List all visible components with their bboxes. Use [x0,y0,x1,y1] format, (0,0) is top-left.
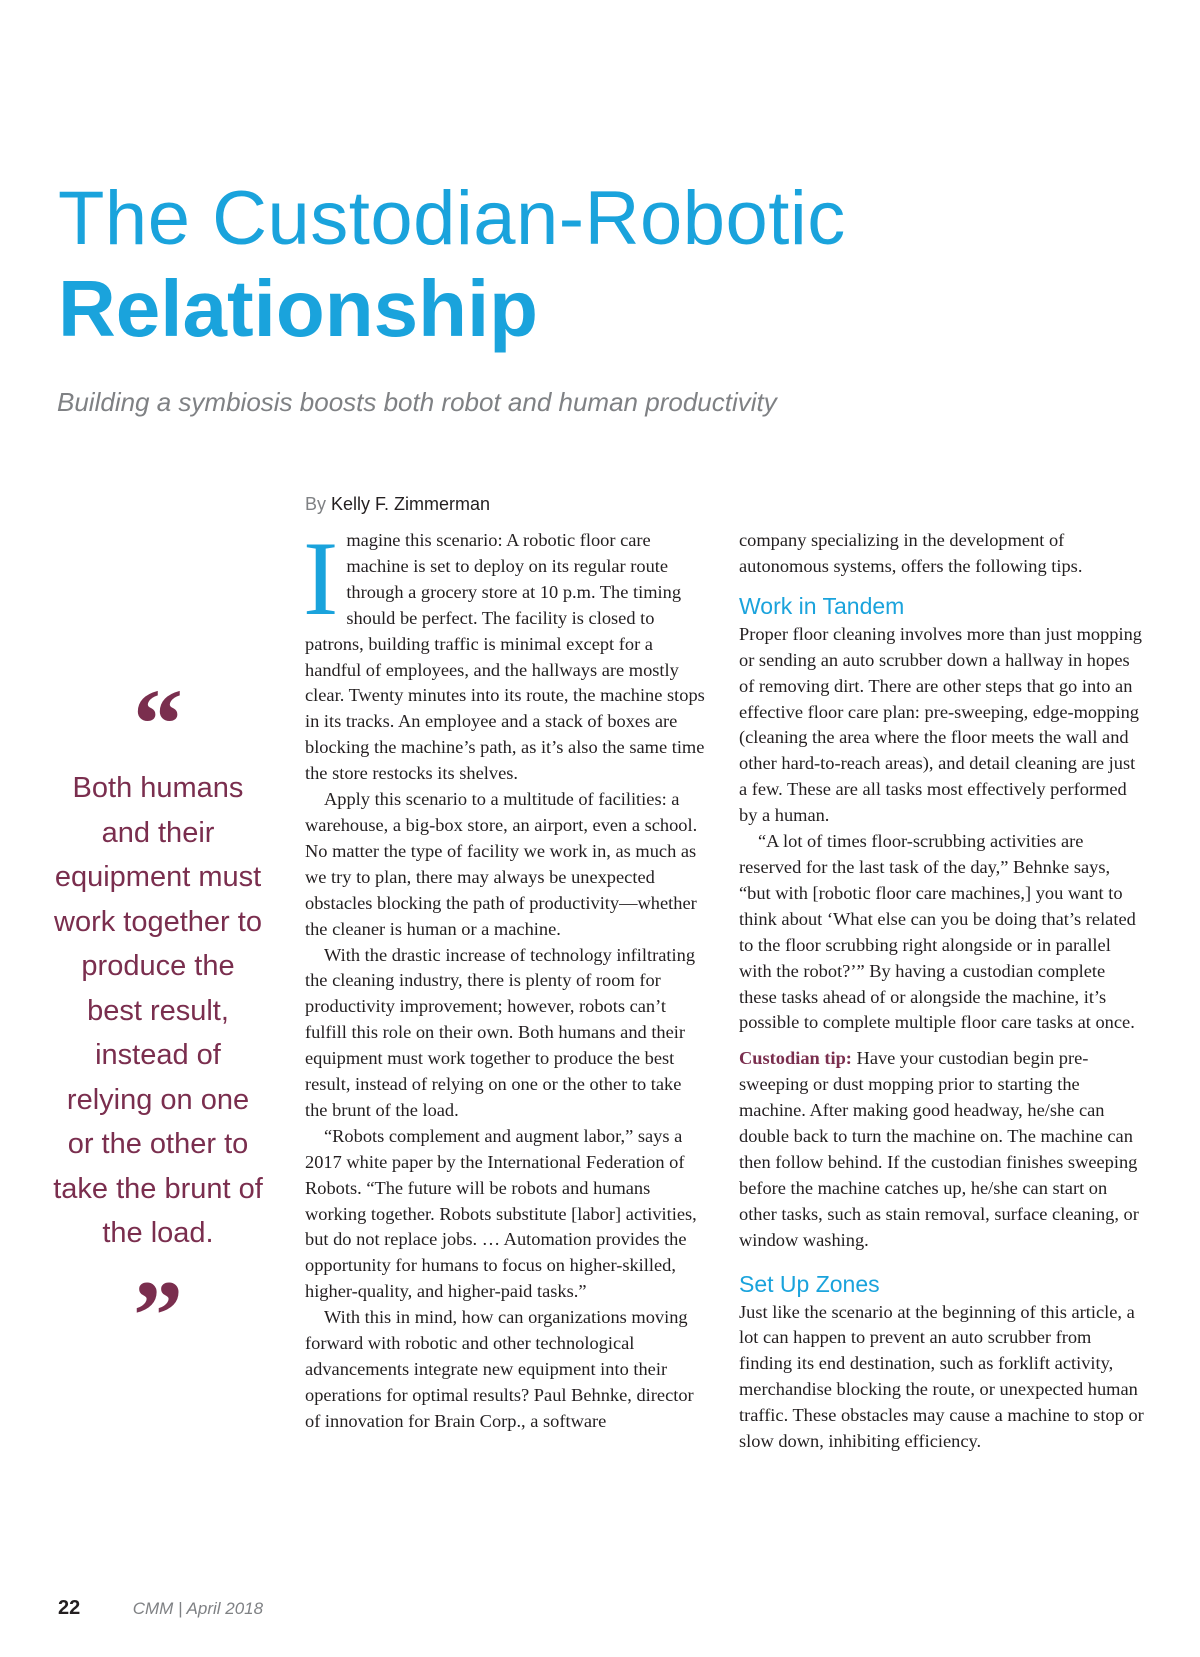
paragraph-5: With this in mind, how can organizations moving forward with robotic and other technological advancements integrate new equipment into their operations for optimal results? Paul Behnke, director of innovation for Brain Corp., a software [305,1307,694,1431]
custodian-tip [739,1046,1144,1253]
drop-cap: I [303,520,339,637]
tip-text: Have your custodian begin pre-sweeping or dust mopping prior to starting the machine. After making good headway, he/she can double back to turn the machine on. The machine can then follow behind. If the custodian finishes sweeping before the machine catches up, he/she can start on other tasks, such as stain removal, surface cleaning, or window washing. [739,1048,1139,1250]
page-footer [58,1597,263,1620]
author-name: Kelly F. Zimmerman [331,494,491,514]
article-column-1 [303,520,705,1435]
pull-quote [52,668,264,1371]
byline-prefix: By [305,494,327,514]
pull-quote-text: Both humans and their equipment must work together to produce the best result, instead of relying on one or the other to take the brunt of the load. [53,772,263,1249]
paragraph-1-text: magine this scenario: A robotic floor care machine is set to deploy on its regular route through a grocery store at 10 p.m. The timing should be perfect. The facility is closed to patrons, building traffic is minimal except for a handful of employees, and the hallways are mostly clear. Twenty minutes into its route, the machine stops in its tracks. An employee and a stack of boxes are blocking the machine’s path, as it’s also the same time the store restocks its shelves. [305,530,705,784]
subtitle: Building a symbiosis boosts both robot and human productivity [57,387,777,417]
close-quote-icon: ” [133,1259,183,1371]
paragraph-6: company specializing in the development of autonomous systems, offers the following tips. [739,530,1083,576]
byline [305,494,490,515]
open-quote-icon: “ [133,668,183,779]
paragraph-8: “A lot of times floor-scrubbing activities are reserved for the last task of the day,” Behnke says, “but with [robotic floor care machines,] you want to think about ‘What else can you be doing that’s related to the floor scrubbing right alongside or in parallel with the robot?’” By having a custodian complete these tasks ahead of or alongside the machine, it’s possible to complete multiple floor care tasks at once. [739,831,1136,1033]
title-line-1: The Custodian-Robotic [58,176,846,261]
subhead-set-up-zones: Set Up Zones [739,1270,880,1297]
article-column-2 [739,528,1144,1455]
page-number: 22 [58,1597,81,1619]
paragraph-7: Proper floor cleaning involves more than just mopping or sending an auto scrubber down a hallway in hopes of removing dirt. There are other steps that go into an effective floor care plan: pre-sweeping, edge-mopping (cleaning the area where the floor meets the wall and other hard-to-reach areas), and detail cleaning are just a few. These are all tasks most effectively performed by a human. [739,623,1142,826]
subhead-work-in-tandem: Work in Tandem [739,592,905,619]
paragraph-9: Just like the scenario at the beginning of this article, a lot can happen to prevent an auto scrubber from finding its end destination, such as forklift activity, merchandise blocking the route, or unexpected human traffic. These obstacles may cause a machine to stop or slow down, inhibiting efficiency. [739,1301,1144,1452]
paragraph-1 [303,520,705,787]
title-line-2: Relationship [58,264,539,353]
paragraph-4: “Robots complement and augment labor,” says a 2017 white paper by the International Federation of Robots. “The future will be robots and humans working together. Robots substitute [labor] activities, but do not replace jobs. … Automation provides the opportunity for humans to focus on higher-skilled, higher-quality, and higher-paid tasks.” [305,1125,697,1302]
publication-info: CMM | April 2018 [132,1599,264,1618]
paragraph-2: Apply this scenario to a multitude of facilities: a warehouse, a big-box store, an airport, even a school. No matter the type of facility we work in, as much as we try to plan, there may always be unexpected obstacles blocking the path of productivity—whether the cleaner is human or a machine. [305,789,698,939]
paragraph-3: With the drastic increase of technology infiltrating the cleaning industry, there is plenty of room for productivity improvement; however, robots can’t fulfill this role on their own. Both humans and their equipment must work together to produce the best result, instead of relying on one or the other to take the brunt of the load. [305,944,696,1120]
tip-label: Custodian tip: [739,1048,852,1069]
